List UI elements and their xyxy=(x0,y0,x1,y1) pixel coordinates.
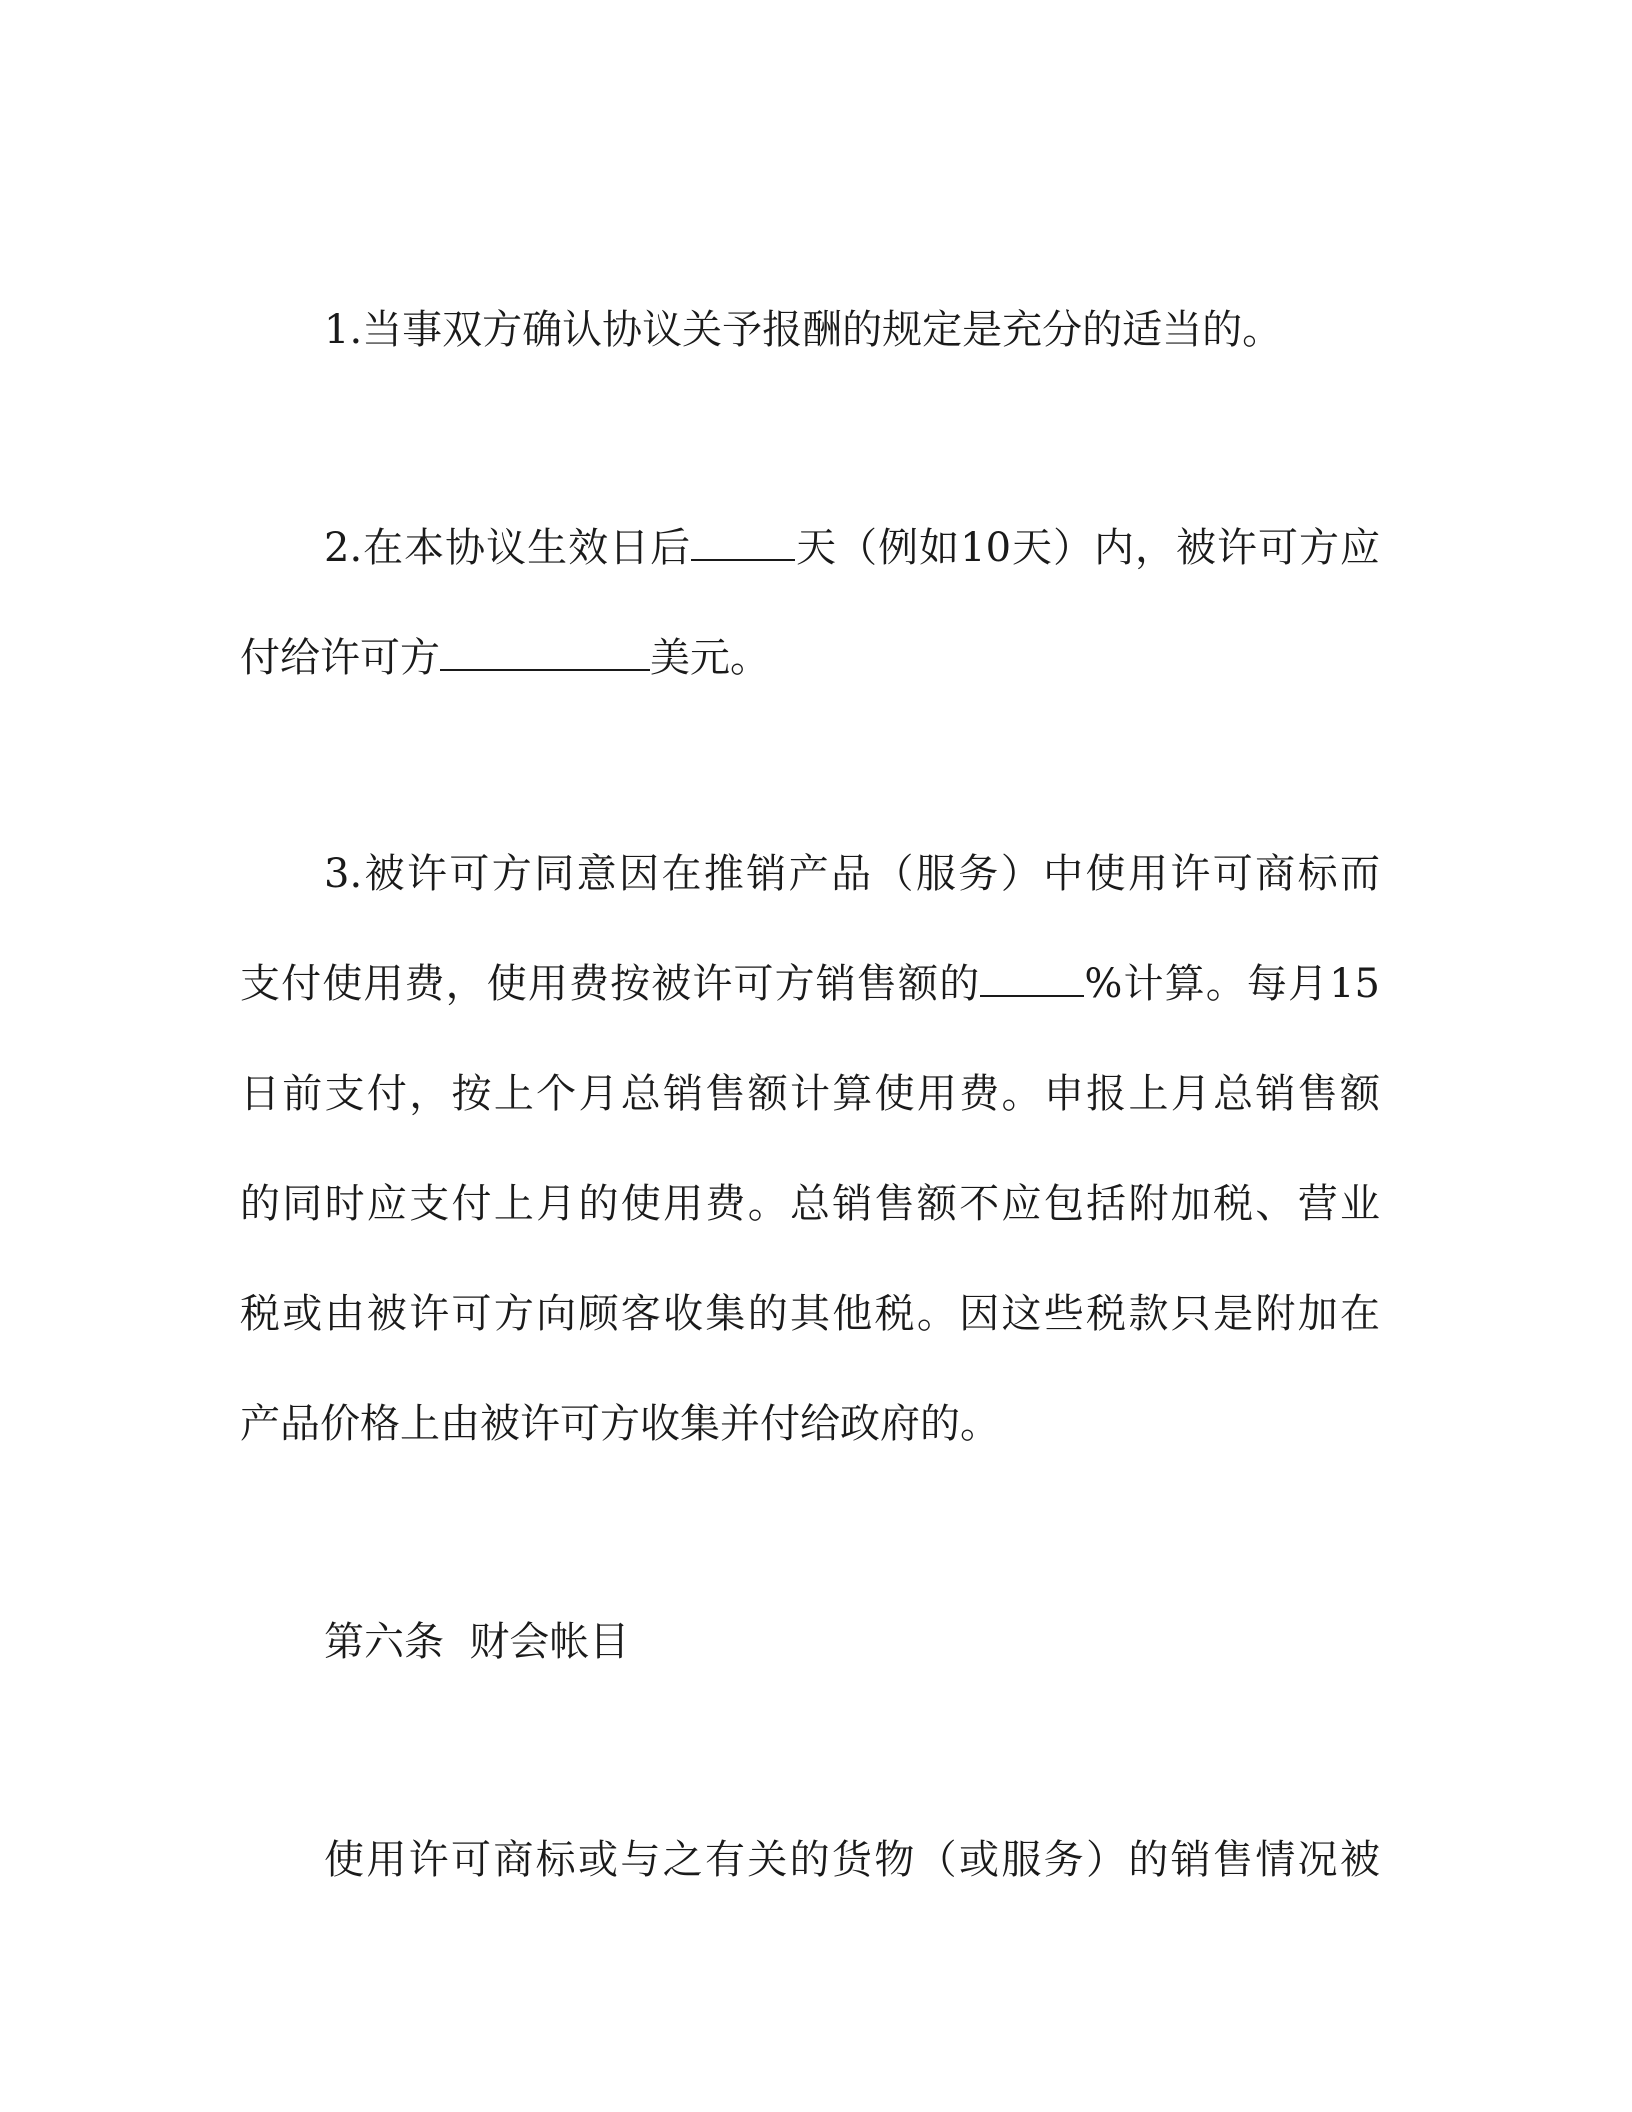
article-6-heading-text: 第六条 财会帐目 xyxy=(324,1619,630,1665)
clause-3-text-6: 产品价格上由被许可方收集并付给政府的。 xyxy=(240,1401,1000,1447)
clause-3-line-4 xyxy=(240,1176,1380,1232)
clause-3-text-3: 日前支付，按上个月总销售额计算使用费。申报上月总销售额 xyxy=(240,1071,1380,1117)
clause-3-text-1: 3.被许可方同意因在推销产品（服务）中使用许可商标而 xyxy=(324,851,1380,897)
clause-2-line-1 xyxy=(324,520,1380,576)
clause-3-text-2a: 支付使用费，使用费按被许可方销售额的 xyxy=(240,961,981,1007)
clause-3-text-4: 的同时应支付上月的使用费。总销售额不应包括附加税、营业 xyxy=(240,1181,1380,1227)
article-6-line-1 xyxy=(324,1832,1380,1888)
clause-2-text-a: 2.在本协议生效日后 xyxy=(324,525,692,571)
clause-2-line-2 xyxy=(240,630,1380,686)
article-6-text-1: 使用许可商标或与之有关的货物（或服务）的销售情况被 xyxy=(324,1837,1380,1883)
amount-blank-field xyxy=(440,633,650,671)
clause-3-line-1 xyxy=(324,846,1380,902)
clause-3-line-5 xyxy=(240,1286,1380,1342)
clause-3-line-6 xyxy=(240,1396,1380,1452)
clause-3-line-2 xyxy=(240,956,1380,1012)
clause-3-text-5: 税或由被许可方向顾客收集的其他税。因这些税款只是附加在 xyxy=(240,1291,1380,1337)
clause-2-text-d: 美元。 xyxy=(650,635,770,681)
clause-2-text-c: 付给许可方 xyxy=(240,635,440,681)
clause-2-text-b: 天（例如10天）内，被许可方应 xyxy=(795,525,1380,571)
clause-3-text-2b: %计算。每月15 xyxy=(1084,961,1380,1007)
clause-3-line-3 xyxy=(240,1066,1380,1122)
clause-1-line-1 xyxy=(324,302,1380,358)
percent-blank-field xyxy=(980,959,1084,997)
days-blank-field xyxy=(691,523,795,561)
article-6-heading xyxy=(324,1614,1380,1670)
clause-1-text: 1.当事双方确认协议关予报酬的规定是充分的适当的。 xyxy=(324,307,1283,353)
